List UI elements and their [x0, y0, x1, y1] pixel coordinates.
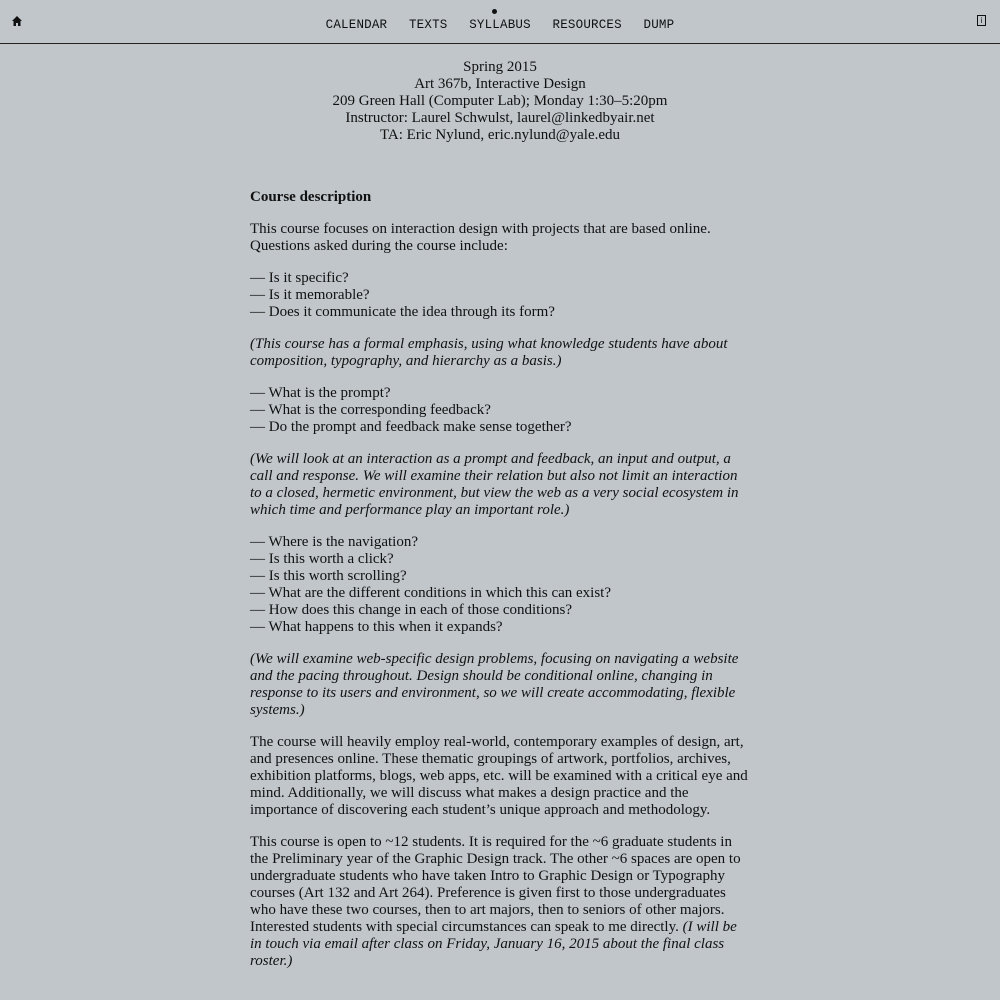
list-item: — Do the prompt and feedback make sense together?: [250, 419, 572, 435]
question-list-2: [250, 385, 750, 436]
enrollment-note: (I will be in touch via email after class on Friday, January 16, 2015 about the final class roster.): [250, 919, 737, 969]
list-item: — Is this worth scrolling?: [250, 568, 407, 584]
active-page-indicator: [492, 9, 497, 14]
enrollment-paragraph: [250, 834, 750, 970]
note-2: (We will look at an interaction as a prompt and feedback, an input and output, a call and response. We will examine their relation but also not limit an interaction to a closed, hermetic environment, but view the web as a very social ecosystem in which time and performance play an important role.): [250, 451, 739, 518]
nav-syllabus[interactable]: SYLLABUS: [469, 18, 531, 32]
section-heading: Course description: [250, 189, 372, 205]
question-list-1: [250, 270, 750, 321]
course-title: Art 367b, Interactive Design: [414, 76, 586, 92]
syllabus-content: [250, 189, 750, 985]
course-ta: TA: Eric Nylund, eric.nylund@yale.edu: [379, 127, 621, 143]
list-item: — What is the corresponding feedback?: [250, 402, 491, 418]
nav-dump[interactable]: DUMP: [643, 18, 675, 32]
info-icon[interactable]: i: [977, 15, 986, 26]
list-item: — What are the different conditions in which this can exist?: [250, 585, 612, 601]
list-item: — Is it memorable?: [250, 287, 370, 303]
enrollment-text: This course is open to ~12 students. It is required for the ~6 graduate students in the Preliminary year of the Graphic Design track. The other ~6 spaces are open to undergraduate students who have taken Intro to Graphic Design or Typography courses (Art 132 and Art 264). Preference is given first to those undergraduates who have these two courses, then to art majors, then to seniors of other majors. Interested students with special circumstances can speak to me directly.: [250, 834, 741, 935]
examples-paragraph: The course will heavily employ real-world, contemporary examples of design, art, and presences online. These thematic groupings of artwork, portfolios, archives, exhibition platforms, blogs, web apps, etc. will be examined with a critical eye and mind. Additionally, we will discuss what makes a design practice and the importance of discovering each student’s unique approach and methodology.: [250, 734, 748, 818]
main-nav: [0, 18, 1000, 32]
top-navigation-bar: [0, 0, 1000, 44]
course-header: [0, 59, 1000, 144]
question-list-3: [250, 534, 750, 636]
list-item: — How does this change in each of those conditions?: [250, 602, 573, 618]
nav-texts[interactable]: TEXTS: [408, 18, 448, 32]
course-intro: This course focuses on interaction design with projects that are based online. Questions asked during the course include:: [250, 221, 711, 254]
course-term: Spring 2015: [463, 59, 537, 75]
list-item: — What is the prompt?: [250, 385, 391, 401]
list-item: — Does it communicate the idea through its form?: [250, 304, 555, 320]
note-1: (This course has a formal emphasis, using what knowledge students have about composition, typography, and hierarchy as a basis.): [250, 336, 728, 369]
list-item: — Is it specific?: [250, 270, 349, 286]
list-item: — Is this worth a click?: [250, 551, 394, 567]
course-location: 209 Green Hall (Computer Lab); Monday 1:30–5:20pm: [332, 93, 668, 109]
list-item: — Where is the navigation?: [250, 534, 419, 550]
nav-calendar[interactable]: CALENDAR: [325, 18, 388, 32]
note-3: (We will examine web-specific design problems, focusing on navigating a website and the pacing throughout. Design should be conditional online, changing in response to its users and environment, so we will create accommodating, flexible systems.): [250, 651, 739, 718]
nav-resources[interactable]: RESOURCES: [552, 18, 622, 32]
list-item: — What happens to this when it expands?: [250, 619, 503, 635]
course-instructor: Instructor: Laurel Schwulst, laurel@linkedbyair.net: [345, 110, 655, 126]
